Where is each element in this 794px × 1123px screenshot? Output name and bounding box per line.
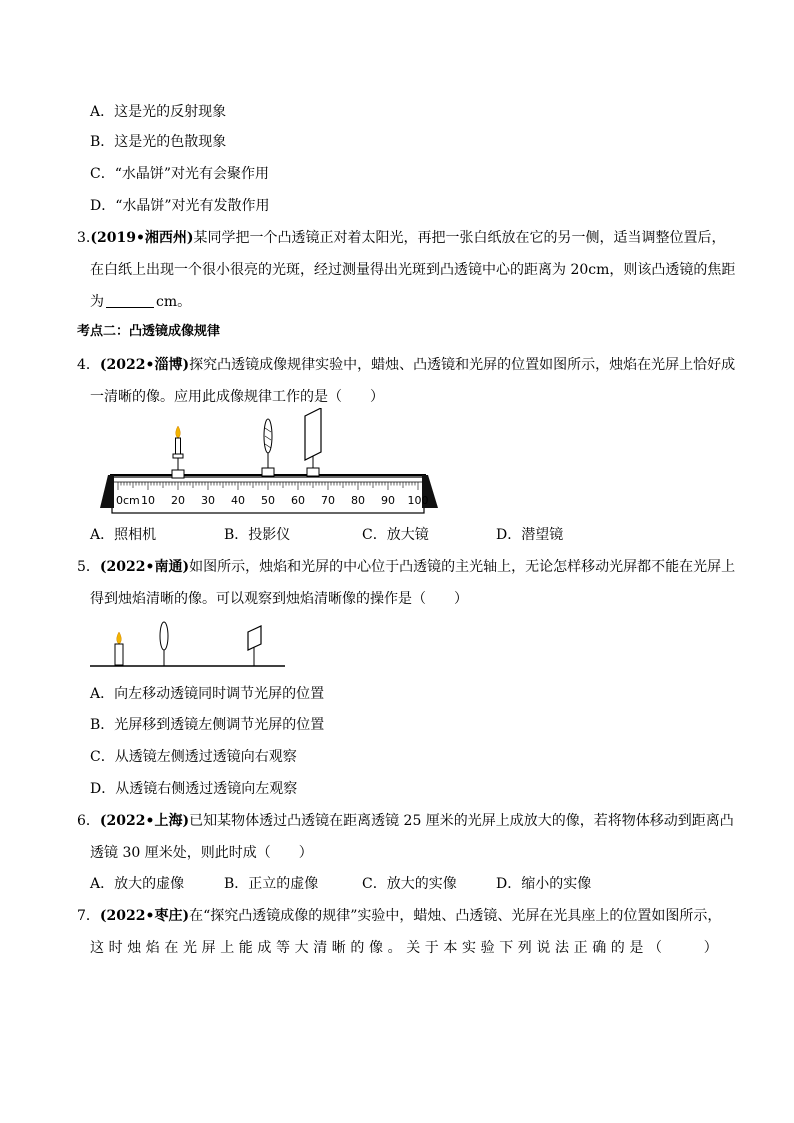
q7-text-1: 在“探究凸透镜成像的规律”实验中，蜡烛、凸透镜、光屏在光具座上的位置如图所示， <box>189 908 722 924</box>
q2-option-a: A．这是光的反射现象 <box>90 104 227 120</box>
q5-option-c: C．从透镜左侧透过透镜向右观察 <box>90 749 297 765</box>
ruler-tick-label: 100 <box>407 494 429 507</box>
candle <box>172 426 184 478</box>
q3-text-3a: 为 <box>90 294 104 310</box>
q4-option-b: B．投影仪 <box>224 527 291 543</box>
ruler-tick-label: 60 <box>291 494 305 507</box>
q2-option-c: C．“水晶饼”对光有会聚作用 <box>90 166 270 182</box>
ruler-tick-label: 40 <box>231 494 245 507</box>
ruler-tick-label: 10 <box>141 494 155 507</box>
bench-left-foot <box>100 475 114 508</box>
candle-flame <box>176 426 181 438</box>
q5-line1 <box>77 557 735 577</box>
q6-source: (2022•上海) <box>99 813 190 829</box>
q3-line3 <box>90 292 191 312</box>
q5-number: 5． <box>77 559 100 575</box>
ruler-tick-label: 30 <box>201 494 215 507</box>
ruler-tick-label: 90 <box>381 494 395 507</box>
q4-option-c: C．放大镜 <box>362 527 429 543</box>
q6-text-1: 已知某物体透过凸透镜在距离透镜 25 厘米的光屏上成放大的像，若将物体移动到距离凸 <box>189 813 734 829</box>
q3-text-1: 某同学把一个凸透镜正对着太阳光，再把一张白纸放在它的另一侧，适当调整位置后， <box>193 230 726 246</box>
candle-body <box>115 644 123 665</box>
q6-option-d: D．缩小的实像 <box>496 876 592 892</box>
convex-lens <box>262 419 274 476</box>
candle <box>115 632 123 665</box>
lens-setup-figure <box>90 618 290 672</box>
section-heading: 考点二：凸透镜成像规律 <box>77 324 221 339</box>
q3-text-3b: cm。 <box>156 294 192 310</box>
candle-holder <box>173 454 183 458</box>
q4-text-1: 探究凸透镜成像规律实验中，蜡烛、凸透镜和光屏的位置如图所示，烛焰在光屏上恰好成 <box>189 357 736 373</box>
q6-option-b: B．正立的虚像 <box>224 876 319 892</box>
ruler-unit-label: 0cm <box>116 494 140 507</box>
q4-source: (2022•淄博) <box>99 357 190 373</box>
candle-body <box>176 438 181 454</box>
convex-lens <box>160 622 168 666</box>
ruler-tick-label: 50 <box>261 494 275 507</box>
q6-line2: 透镜 30 厘米处，则此时成（ ） <box>90 845 313 861</box>
q4-number: 4． <box>77 357 100 373</box>
q5-option-d: D．从透镜右侧透过透镜向左观察 <box>90 781 298 797</box>
q2-option-d: D．“水晶饼”对光有发散作用 <box>90 198 270 214</box>
ruler-tick-label: 20 <box>171 494 185 507</box>
q7-line2: 这时烛焰在光屏上能成等大清晰的像。关于本实验下列说法正确的是（ ） <box>90 940 723 956</box>
q4-line2: 一清晰的像。应用此成像规律工作的是（ ） <box>90 389 384 405</box>
q3-number: 3. <box>77 230 91 246</box>
light-screen <box>305 408 321 476</box>
candle-flame <box>117 632 122 644</box>
q7-number: 7． <box>77 908 100 924</box>
q7-source: (2022•枣庄) <box>99 908 190 924</box>
q7-line1 <box>77 906 721 926</box>
q4-option-d: D．潜望镜 <box>496 527 564 543</box>
q6-option-c: C．放大的实像 <box>362 876 457 892</box>
q3-line1 <box>77 228 726 248</box>
q2-option-b: B．这是光的色散现象 <box>90 134 227 150</box>
q6-number: 6． <box>77 813 100 829</box>
q4-line1 <box>77 355 735 375</box>
ruler-tick-label: 70 <box>321 494 335 507</box>
answer-blank <box>106 293 154 308</box>
optical-bench-figure <box>90 408 450 520</box>
q6-line1 <box>77 811 734 831</box>
ruler-tick-label: 80 <box>351 494 365 507</box>
q5-option-a: A．向左移动透镜同时调节光屏的位置 <box>90 686 325 702</box>
q5-line2: 得到烛焰清晰的像。可以观察到烛焰清晰像的操作是（ ） <box>90 591 468 607</box>
q5-text-1: 如图所示，烛焰和光屏的中心位于凸透镜的主光轴上，无论怎样移动光屏都不能在光屏上 <box>189 559 736 575</box>
q3-line2: 在白纸上出现一个很小很亮的光斑，经过测量得出光斑到凸透镜中心的距离为 20cm，则该凸透镜的焦距 <box>90 262 736 278</box>
q4-option-a: A．照相机 <box>90 527 157 543</box>
q6-option-a: A．放大的虚像 <box>90 876 185 892</box>
q5-source: (2022•南通) <box>99 559 190 575</box>
q3-source: (2019•湘西州) <box>90 230 194 246</box>
light-screen <box>248 626 261 666</box>
q5-option-b: B．光屏移到透镜左侧调节光屏的位置 <box>90 717 325 733</box>
